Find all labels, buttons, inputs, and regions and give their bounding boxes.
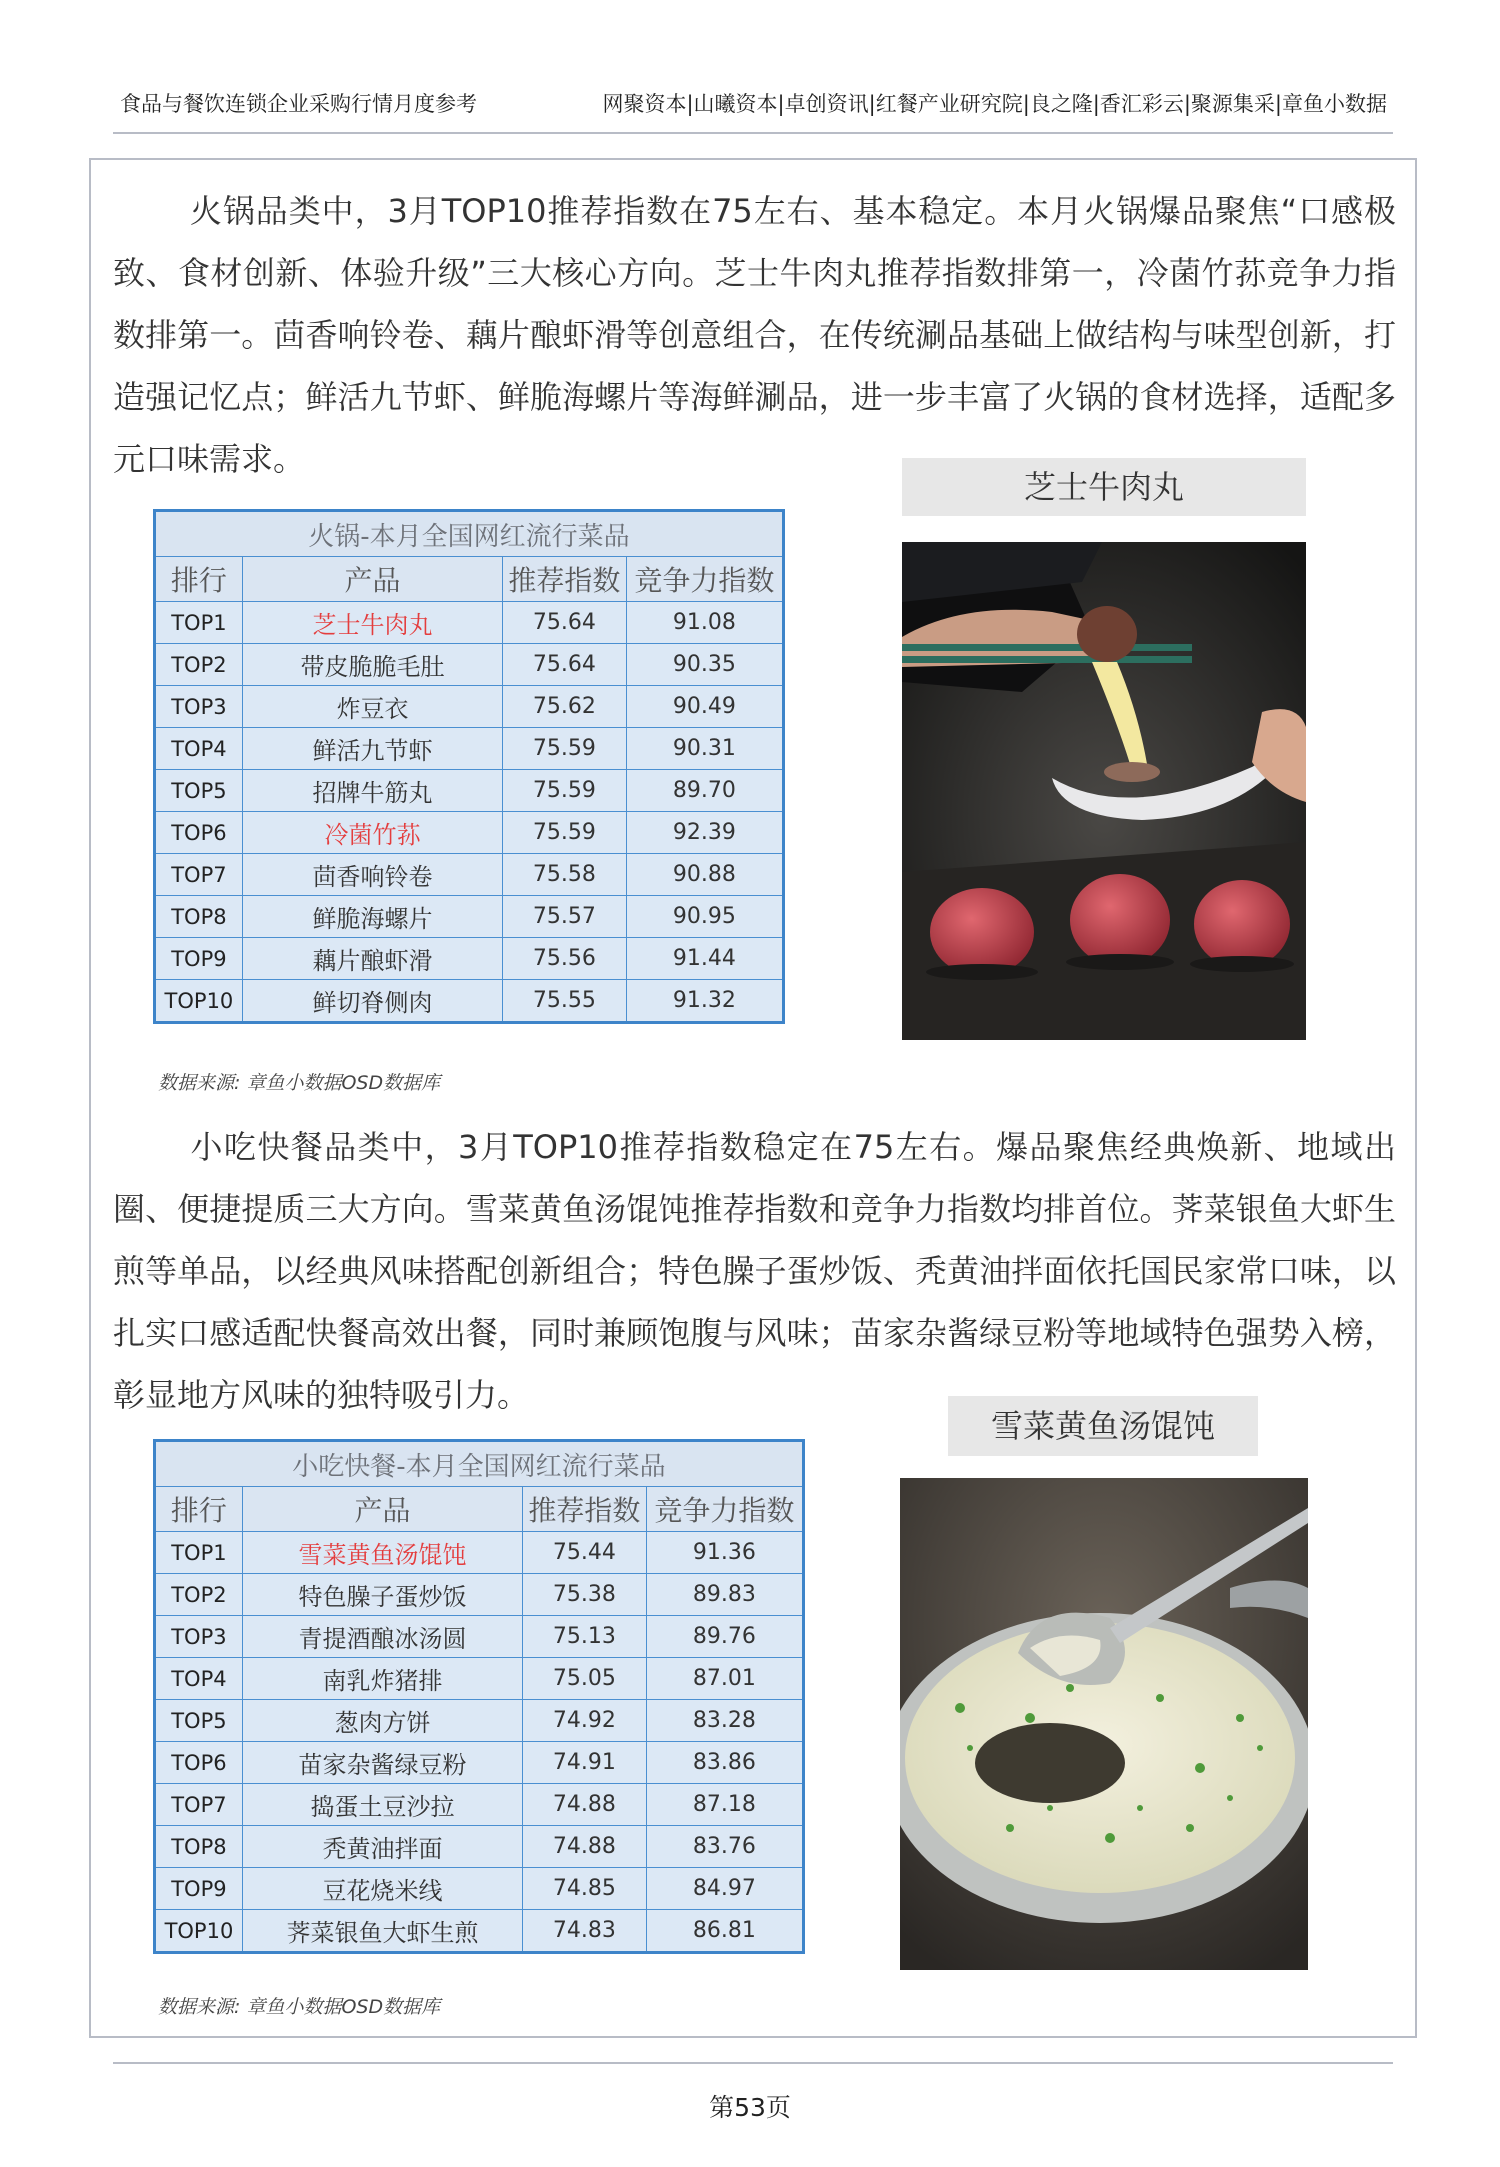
comp-index-cell: 91.36: [646, 1532, 803, 1574]
comp-index-cell: 87.01: [646, 1658, 803, 1700]
comp-index-cell: 87.18: [646, 1784, 803, 1826]
rank-cell: TOP3: [155, 1616, 243, 1658]
rank-cell: TOP2: [155, 1574, 243, 1616]
hotpot-ranking-table: [153, 509, 785, 1024]
comp-index-cell: 90.49: [626, 686, 783, 728]
rec-index-cell: 74.92: [523, 1700, 647, 1742]
comp-index-cell: 91.32: [626, 980, 783, 1023]
rank-cell: TOP5: [155, 770, 243, 812]
table-row: [155, 938, 784, 980]
table-row: [155, 980, 784, 1023]
product-cell: 特色臊子蛋炒饭: [242, 1574, 522, 1616]
snack-ranking-table: [153, 1439, 805, 1954]
comp-index-cell: 92.39: [626, 812, 783, 854]
product-cell: 捣蛋土豆沙拉: [242, 1784, 522, 1826]
rank-cell: TOP2: [155, 644, 243, 686]
product-cell: 鲜活九节虾: [242, 728, 502, 770]
comp-index-cell: 90.35: [626, 644, 783, 686]
rank-cell: TOP4: [155, 1658, 243, 1700]
page-number: 第53页: [709, 2093, 791, 2122]
rank-cell: TOP10: [155, 980, 243, 1023]
product-cell: 藕片酿虾滑: [242, 938, 502, 980]
product-cell: 苗家杂酱绿豆粉: [242, 1742, 522, 1784]
col-rec-header: 推荐指数: [503, 557, 627, 602]
product-cell: 秃黄油拌面: [242, 1826, 522, 1868]
product-cell: 招牌牛筋丸: [242, 770, 502, 812]
table-row: [155, 1532, 804, 1574]
col-rank-header: 排行: [155, 1487, 243, 1532]
rec-index-cell: 75.38: [523, 1574, 647, 1616]
rank-cell: TOP9: [155, 938, 243, 980]
table-row: [155, 812, 784, 854]
rank-cell: TOP6: [155, 1742, 243, 1784]
rec-index-cell: 74.88: [523, 1784, 647, 1826]
table-row: [155, 854, 784, 896]
rec-index-cell: 75.64: [503, 644, 627, 686]
rec-index-cell: 75.56: [503, 938, 627, 980]
comp-index-cell: 89.76: [646, 1616, 803, 1658]
rec-index-cell: 74.85: [523, 1868, 647, 1910]
rec-index-cell: 74.83: [523, 1910, 647, 1953]
cheese-beef-ball-photo: [902, 542, 1306, 1040]
rec-index-cell: 75.44: [523, 1532, 647, 1574]
table-row: [155, 1910, 804, 1953]
fish-wonton-soup-photo: [900, 1478, 1308, 1970]
comp-index-cell: 89.83: [646, 1574, 803, 1616]
product-cell: 带皮脆脆毛肚: [242, 644, 502, 686]
col-comp-header: 竞争力指数: [646, 1487, 803, 1532]
rec-index-cell: 75.64: [503, 602, 627, 644]
rank-cell: TOP6: [155, 812, 243, 854]
comp-index-cell: 90.31: [626, 728, 783, 770]
rec-index-cell: 75.55: [503, 980, 627, 1023]
table-row: [155, 896, 784, 938]
product-cell: 荠菜银鱼大虾生煎: [242, 1910, 522, 1953]
snack-image-caption: 雪菜黄鱼汤馄饨: [948, 1396, 1258, 1456]
table-row: [155, 1742, 804, 1784]
table-row: [155, 602, 784, 644]
comp-index-cell: 91.44: [626, 938, 783, 980]
rec-index-cell: 75.05: [523, 1658, 647, 1700]
product-cell: 冷菌竹荪: [242, 812, 502, 854]
rec-index-cell: 74.91: [523, 1742, 647, 1784]
comp-index-cell: 86.81: [646, 1910, 803, 1953]
hotpot-image-caption: 芝士牛肉丸: [902, 458, 1306, 516]
product-cell: 鲜切脊侧肉: [242, 980, 502, 1023]
rank-cell: TOP10: [155, 1910, 243, 1953]
table-row: [155, 1658, 804, 1700]
col-product-header: 产品: [242, 1487, 522, 1532]
snack-table-header: [155, 1487, 804, 1532]
rec-index-cell: 75.59: [503, 728, 627, 770]
rank-cell: TOP9: [155, 1868, 243, 1910]
product-cell: 鲜脆海螺片: [242, 896, 502, 938]
table-row: [155, 728, 784, 770]
table-row: [155, 1868, 804, 1910]
rank-cell: TOP5: [155, 1700, 243, 1742]
table-row: [155, 644, 784, 686]
hotpot-table-title: 火锅-本月全国网红流行菜品: [155, 511, 784, 557]
rank-cell: TOP3: [155, 686, 243, 728]
header-divider: [113, 132, 1393, 134]
rank-cell: TOP7: [155, 854, 243, 896]
table-row: [155, 770, 784, 812]
col-product-header: 产品: [242, 557, 502, 602]
rec-index-cell: 75.13: [523, 1616, 647, 1658]
rank-cell: TOP8: [155, 1826, 243, 1868]
rank-cell: TOP1: [155, 1532, 243, 1574]
rank-cell: TOP8: [155, 896, 243, 938]
product-cell: 茴香响铃卷: [242, 854, 502, 896]
rank-cell: TOP4: [155, 728, 243, 770]
footer-divider: [113, 2062, 1393, 2064]
table-row: [155, 1784, 804, 1826]
product-cell: 炸豆衣: [242, 686, 502, 728]
snack-table-title: 小吃快餐-本月全国网红流行菜品: [155, 1441, 804, 1487]
product-cell: 青提酒酿冰汤圆: [242, 1616, 522, 1658]
product-cell: 芝士牛肉丸: [242, 602, 502, 644]
product-cell: 南乳炸猪排: [242, 1658, 522, 1700]
product-cell: 葱肉方饼: [242, 1700, 522, 1742]
header-title: 食品与餐饮连锁企业采购行情月度参考: [120, 92, 477, 116]
rec-index-cell: 75.62: [503, 686, 627, 728]
comp-index-cell: 91.08: [626, 602, 783, 644]
rank-cell: TOP7: [155, 1784, 243, 1826]
table-row: [155, 1616, 804, 1658]
rank-cell: TOP1: [155, 602, 243, 644]
col-comp-header: 竞争力指数: [626, 557, 783, 602]
hotpot-paragraph: 火锅品类中，3月TOP10推荐指数在75左右、基本稳定。本月火锅爆品聚焦“口感极致、食材创新、体验升级”三大核心方向。芝士牛肉丸推荐指数排第一，冷菌竹荪竞争力指数排第一。茴香响铃卷、藕片酿虾滑等创意组合，在传统涮品基础上做结构与味型创新，打造强记忆点；鲜活九节虾、鲜脆海螺片等海鲜涮品，进一步丰富了火锅的食材选择，适配多元口味需求。: [113, 192, 1396, 478]
col-rank-header: 排行: [155, 557, 243, 602]
header-publishers: 网聚资本|山曦资本|卓创资讯|红餐产业研究院|良之隆|香汇彩云|聚源集采|章鱼小数据: [602, 92, 1387, 116]
rec-index-cell: 75.58: [503, 854, 627, 896]
product-cell: 豆花烧米线: [242, 1868, 522, 1910]
comp-index-cell: 83.28: [646, 1700, 803, 1742]
product-cell: 雪菜黄鱼汤馄饨: [242, 1532, 522, 1574]
comp-index-cell: 84.97: [646, 1868, 803, 1910]
comp-index-cell: 90.95: [626, 896, 783, 938]
rec-index-cell: 74.88: [523, 1826, 647, 1868]
table-row: [155, 686, 784, 728]
col-rec-header: 推荐指数: [523, 1487, 647, 1532]
hotpot-data-source: 数据来源: 章鱼小数据OSD数据库: [158, 1072, 441, 1094]
comp-index-cell: 89.70: [626, 770, 783, 812]
rec-index-cell: 75.57: [503, 896, 627, 938]
snack-paragraph: 小吃快餐品类中，3月TOP10推荐指数稳定在75左右。爆品聚焦经典焕新、地域出圈、便捷提质三大方向。雪菜黄鱼汤馄饨推荐指数和竞争力指数均排首位。荠菜银鱼大虾生煎等单品，以经典风味搭配创新组合；特色臊子蛋炒饭、秃黄油拌面依托国民家常口味，以扎实口感适配快餐高效出餐，同时兼顾饱腹与风味；苗家杂酱绿豆粉等地域特色强势入榜，彰显地方风味的独特吸引力。: [113, 1128, 1396, 1414]
comp-index-cell: 90.88: [626, 854, 783, 896]
rec-index-cell: 75.59: [503, 812, 627, 854]
rec-index-cell: 75.59: [503, 770, 627, 812]
table-row: [155, 1574, 804, 1616]
comp-index-cell: 83.86: [646, 1742, 803, 1784]
comp-index-cell: 83.76: [646, 1826, 803, 1868]
snack-data-source: 数据来源: 章鱼小数据OSD数据库: [158, 1996, 441, 2018]
table-row: [155, 1826, 804, 1868]
table-row: [155, 1700, 804, 1742]
hotpot-table-header: [155, 557, 784, 602]
